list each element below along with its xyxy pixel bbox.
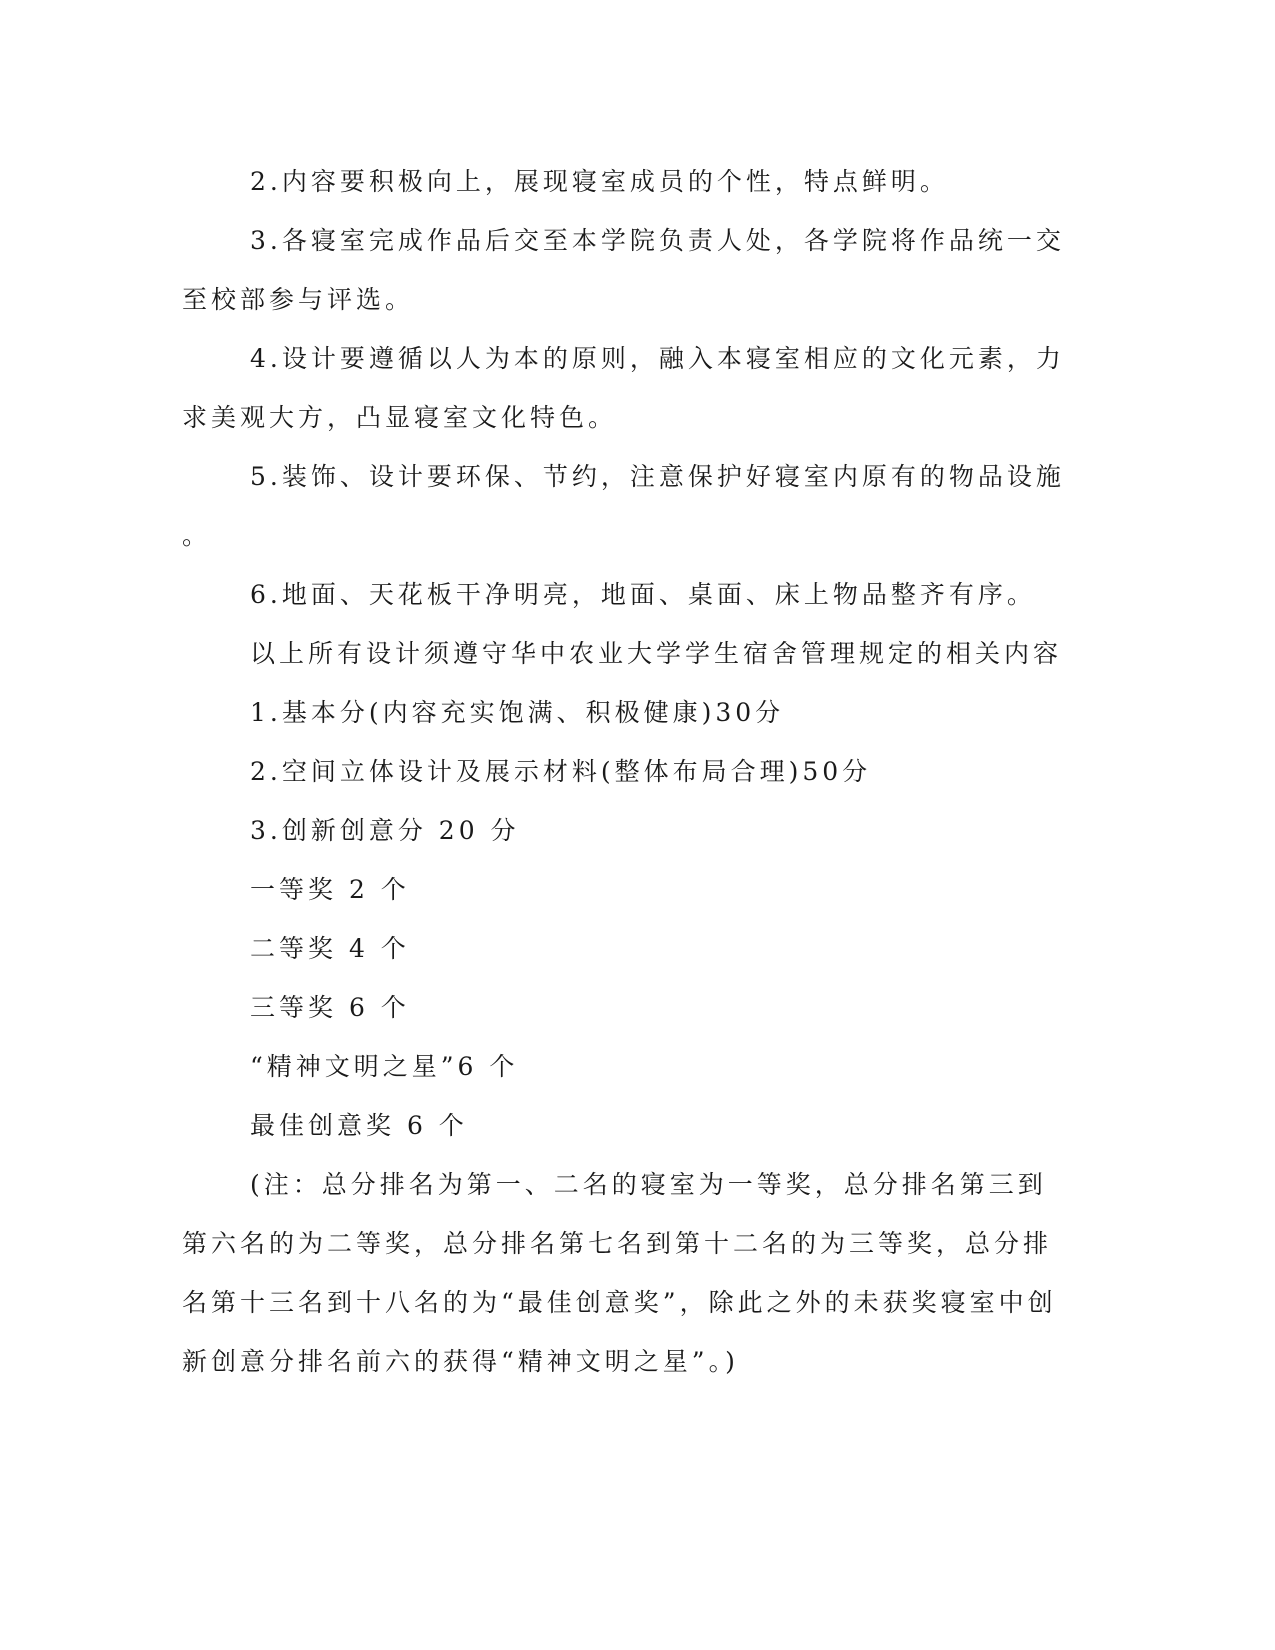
scoring-item: 1.基本分(内容充实饱满、积极健康)30分 — [250, 698, 785, 727]
paragraph-line: 5.装饰、设计要环保、节约，注意保护好寝室内原有的物品设施 — [250, 462, 1065, 491]
paragraph-line: 2.内容要积极向上，展现寝室成员的个性，特点鲜明。 — [250, 167, 949, 196]
award-item: 三等奖 6 个 — [250, 993, 410, 1022]
award-item: “精神文明之星”6 个 — [250, 1052, 519, 1081]
award-item: 最佳创意奖 6 个 — [250, 1111, 468, 1140]
paragraph-line: 3.各寝室完成作品后交至本学院负责人处，各学院将作品统一交 — [250, 226, 1065, 255]
award-item: 二等奖 4 个 — [250, 934, 410, 963]
paragraph-line: 求美观大方，凸显寝室文化特色。 — [182, 403, 618, 432]
note-line: 新创意分排名前六的获得“精神文明之星”。) — [182, 1347, 739, 1376]
note-line: 第六名的为二等奖，总分排名第七名到第十二名的为三等奖，总分排 — [182, 1229, 1053, 1258]
paragraph-line: 4.设计要遵循以人为本的原则，融入本寝室相应的文化元素，力 — [250, 344, 1065, 373]
note-line: (注：总分排名为第一、二名的寝室为一等奖，总分排名第三到 — [250, 1170, 1047, 1199]
paragraph-line: 至校部参与评选。 — [182, 285, 415, 314]
paragraph-line: 6.地面、天花板干净明亮，地面、桌面、床上物品整齐有序。 — [250, 580, 1036, 609]
award-item: 一等奖 2 个 — [250, 875, 410, 904]
scoring-item: 3.创新创意分 20 分 — [250, 816, 520, 845]
note-line: 名第十三名到十八名的为“最佳创意奖”，除此之外的未获奖寝室中创 — [182, 1288, 1057, 1317]
paragraph-line: 以上所有设计须遵守华中农业大学学生宿舍管理规定的相关内容 — [250, 639, 1063, 668]
scoring-item: 2.空间立体设计及展示材料(整体布局合理)50分 — [250, 757, 872, 786]
paragraph-line: 。 — [182, 521, 212, 550]
